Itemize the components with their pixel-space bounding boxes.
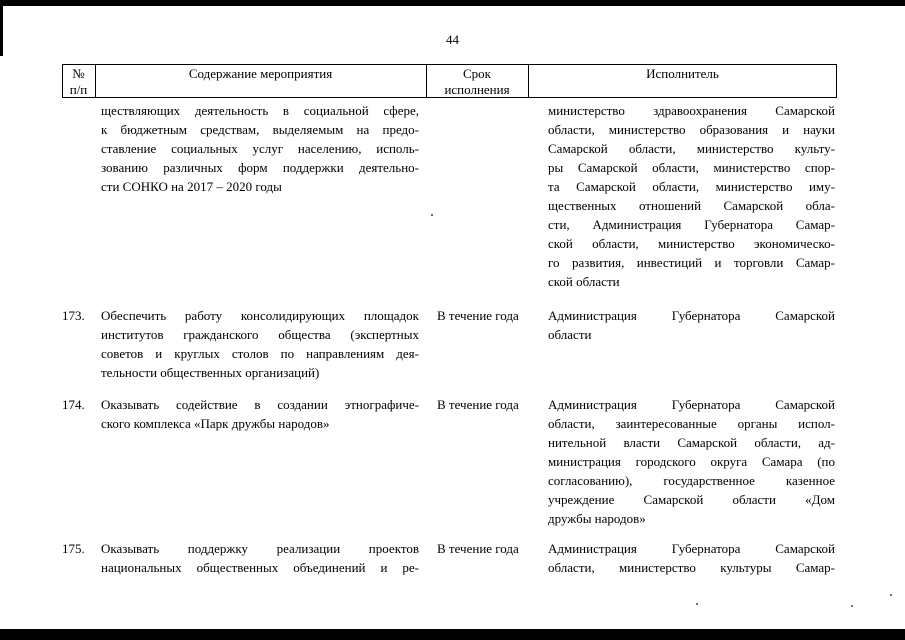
executor-line: сти, Администрация Губернатора Самар- — [548, 217, 835, 232]
executor-line: области, министерство культуры Самар- — [548, 560, 835, 575]
content-line: зованию различных форм поддержки деятельно- — [101, 160, 419, 175]
executor-line: учреждение Самарской области «Дом — [548, 492, 835, 507]
executor-line: Администрация Губернатора Самарской — [548, 308, 835, 323]
scan-speck — [696, 603, 698, 605]
scan-speck — [851, 605, 853, 607]
executor-line: согласованию), государственное казенное — [548, 473, 835, 488]
row-number: 173. — [62, 308, 85, 323]
header-num-line: № — [72, 66, 85, 81]
page-number: 44 — [446, 32, 459, 47]
content-line: институтов гражданского общества (экспертных — [101, 327, 419, 342]
content-line: ского комплекса «Парк дружбы народов» — [101, 416, 330, 431]
term-cell: В течение года — [437, 397, 519, 412]
content-line: тельности общественных организаций) — [101, 365, 320, 380]
scan-border-top — [0, 0, 905, 6]
term-cell: В течение года — [437, 308, 519, 323]
scan-speck — [890, 594, 892, 596]
header-content: Содержание мероприятия — [188, 66, 333, 81]
executor-line: дружбы народов» — [548, 511, 646, 526]
executor-line: щественных отношений Самарской обла- — [548, 198, 835, 213]
header-term-line: Срок — [463, 66, 491, 81]
content-line: Оказывать поддержку реализации проектов — [101, 541, 419, 556]
header-term-line: исполнения — [444, 82, 510, 97]
scan-border-bottom — [0, 629, 905, 640]
row-number: 175. — [62, 541, 85, 556]
header-num — [62, 66, 95, 98]
content-line: ставление социальных услуг населению, исполь- — [101, 141, 419, 156]
header-term — [426, 66, 528, 98]
content-line: национальных общественных объединений и ре- — [101, 560, 419, 575]
content-line: к бюджетным средствам, выделяемым на предо- — [101, 122, 419, 137]
executor-line: та Самарской области, министерство иму- — [548, 179, 835, 194]
term-cell: В течение года — [437, 541, 519, 556]
executor-line: министерство здравоохранения Самарской — [548, 103, 835, 118]
content-line: сти СОНКО на 2017 – 2020 годы — [101, 179, 282, 194]
content-line: ществляющих деятельность в социальной сфере, — [101, 103, 419, 118]
executor-line: Администрация Губернатора Самарской — [548, 541, 835, 556]
executor-line: го развития, инвестиций и торговли Самар- — [548, 255, 835, 270]
executor-line: ской области — [548, 274, 620, 289]
content-line: Оказывать содействие в создании этнографиче- — [101, 397, 419, 412]
executor-line: Администрация Губернатора Самарской — [548, 397, 835, 412]
executor-line: ры Самарской области, министерство спор- — [548, 160, 835, 175]
row-number: 174. — [62, 397, 85, 412]
executor-line: области, заинтересованные органы испол- — [548, 416, 835, 431]
scan-speck — [431, 214, 433, 216]
executor-line: Самарской области, министерство культу- — [548, 141, 835, 156]
executor-line: области, министерство образования и науки — [548, 122, 835, 137]
executor-line: ской области, министерство экономическо- — [548, 236, 835, 251]
header-num-line: п/п — [69, 82, 88, 97]
executor-line: области — [548, 327, 592, 342]
executor-line: нительной власти Самарской области, ад- — [548, 435, 835, 450]
content-line: советов и круглых столов по направлениям дея- — [101, 346, 419, 361]
content-line: Обеспечить работу консолидирующих площадок — [101, 308, 419, 323]
executor-line: министрация городского округа Самара (по — [548, 454, 835, 469]
header-executor: Исполнитель — [646, 66, 719, 81]
